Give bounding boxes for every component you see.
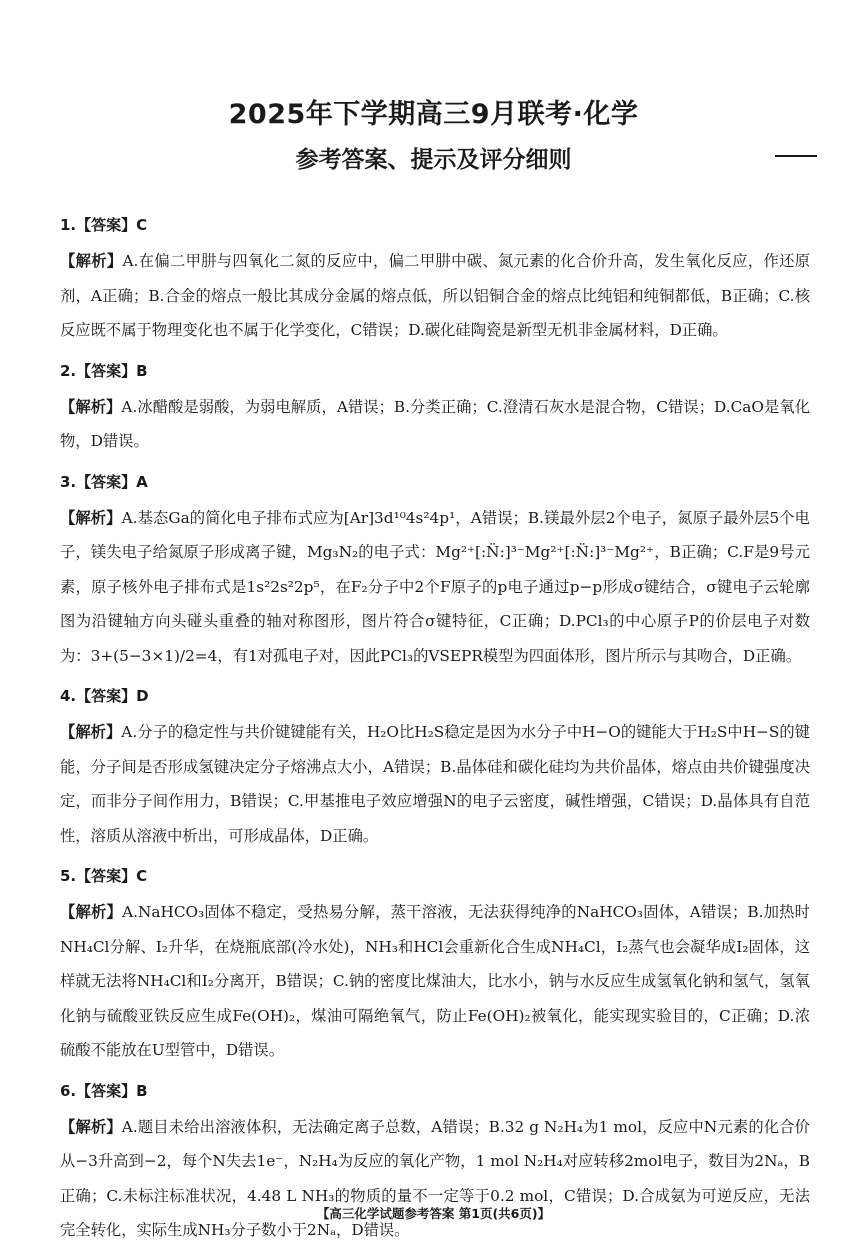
analysis-text — [60, 244, 810, 348]
question-1 — [60, 214, 810, 348]
answer-label: 5.【答案】C — [60, 867, 148, 885]
answer-label: 2.【答案】B — [60, 361, 148, 380]
analysis-tag: 【解析】 — [60, 1117, 122, 1136]
page-title: 2025年下学期高三9月联考·化学 — [228, 99, 639, 130]
question-5 — [60, 865, 810, 1068]
header-rule — [775, 155, 817, 157]
page-subtitle: 参考答案、提示及评分细则 — [295, 147, 572, 173]
question-4 — [60, 685, 810, 853]
answer-label: 3.【答案】A — [60, 472, 148, 491]
analysis-tag: 【解析】 — [60, 723, 122, 741]
analysis-text — [60, 895, 810, 1068]
answer-label: 4.【答案】D — [60, 687, 149, 705]
analysis-body: A.题目未给出溶液体积，无法确定离子总数，A错误；B.32 g N₂H₄为1 mol，反应中N元素的化合价从−3升高到−2，每个N失去1e⁻，N₂H₄为反应的氧化产物，1 mol N₂H₄对应转移2mol电子，数目为2Nₐ，B正确；C.未标注标准状况，4.48 L NH₃的物质的量不一定等于0.2 mol，C错误；D.合成氨为可逆反应，无法完全转化，实际生成NH₃分子数小于2Nₐ，D错误。 — [60, 1117, 810, 1239]
analysis-text — [60, 390, 810, 459]
analysis-tag: 【解析】 — [60, 397, 122, 416]
question-2 — [60, 360, 810, 459]
question-6 — [60, 1080, 810, 1248]
analysis-tag: 【解析】 — [60, 903, 123, 921]
answer-list — [60, 214, 810, 1260]
analysis-text — [60, 1110, 810, 1248]
analysis-body: A.在偏二甲肼与四氧化二氮的反应中，偏二甲肼中碳、氮元素的化合价升高，发生氧化反应，作还原剂，A正确；B.合金的熔点一般比其成分金属的熔点低，所以铝铜合金的熔点比纯铝和纯铜都低，B正确；C.核反应既不属于物理变化也不属于化学变化，C错误；D.碳化硅陶瓷是新型无机非金属材料，D正确。 — [60, 252, 810, 339]
analysis-tag: 【解析】 — [60, 252, 123, 270]
answer-label: 6.【答案】B — [60, 1081, 148, 1100]
page-footer: 【高三化学试题参考答案 第1页(共6页)】 — [316, 1206, 551, 1221]
question-3 — [60, 471, 810, 674]
analysis-body: A.冰醋酸是弱酸，为弱电解质，A错误；B.分类正确；C.澄清石灰水是混合物，C错误；D.CaO是氧化物，D错误。 — [60, 397, 810, 450]
analysis-body: A.NaHCO₃固体不稳定，受热易分解，蒸干溶液，无法获得纯净的NaHCO₃固体，A错误；B.加热时NH₄Cl分解、I₂升华，在烧瓶底部(冷水处)，NH₃和HCl会重新化合生成NH₄Cl，I₂蒸气也会凝华成I₂固体，这样就无法将NH₄Cl和I₂分离开，B错误；C.钠的密度比煤油大，比水小，钠与水反应生成氢氧化钠和氢气，氢氧化钠与硫酸亚铁反应生成Fe(OH)₂，煤油可隔绝氧气，防止Fe(OH)₂被氧化，能实现实验目的，C正确；D.浓硫酸不能放在U型管中，D错误。 — [60, 903, 810, 1059]
analysis-body: A.基态Ga的简化电子排布式应为[Ar]3d¹⁰4s²4p¹，A错误；B.镁最外层2个电子，氮原子最外层5个电子，镁失电子给氮原子形成离子键，Mg₃N₂的电子式：Mg²⁺[:N̈:]³⁻Mg²⁺[:N̈:]³⁻Mg²⁺，B正确；C.F是9号元素，原子核外电子排布式是1s²2s²2p⁵，在F₂分子中2个F原子的p电子通过p−p形成σ键结合，σ键电子云轮廓图为沿键轴方向头碰头重叠的轴对称图形，图片符合σ键特征，C正确；D.PCl₃的中心原子P的价层电子对数为：3+(5−3×1)/2=4，有1对孤电子对，因此PCl₃的VSEPR模型为四面体形，图片所示与其吻合，D正确。 — [60, 508, 810, 665]
answer-label: 1.【答案】C — [60, 216, 148, 234]
analysis-text — [60, 715, 810, 853]
analysis-body: A.分子的稳定性与共价键键能有关，H₂O比H₂S稳定是因为水分子中H−O的键能大于H₂S中H−S的键能，分子间是否形成氢键决定分子熔沸点大小，A错误；B.晶体硅和碳化硅均为共价晶体，熔点由共价键强度决定，而非分子间作用力，B错误；C.甲基推电子效应增强N的电子云密度，碱性增强，C错误；D.晶体具有自范性，溶质从溶液中析出，可形成晶体，D正确。 — [60, 723, 810, 845]
analysis-tag: 【解析】 — [60, 508, 122, 527]
analysis-text — [60, 501, 810, 674]
